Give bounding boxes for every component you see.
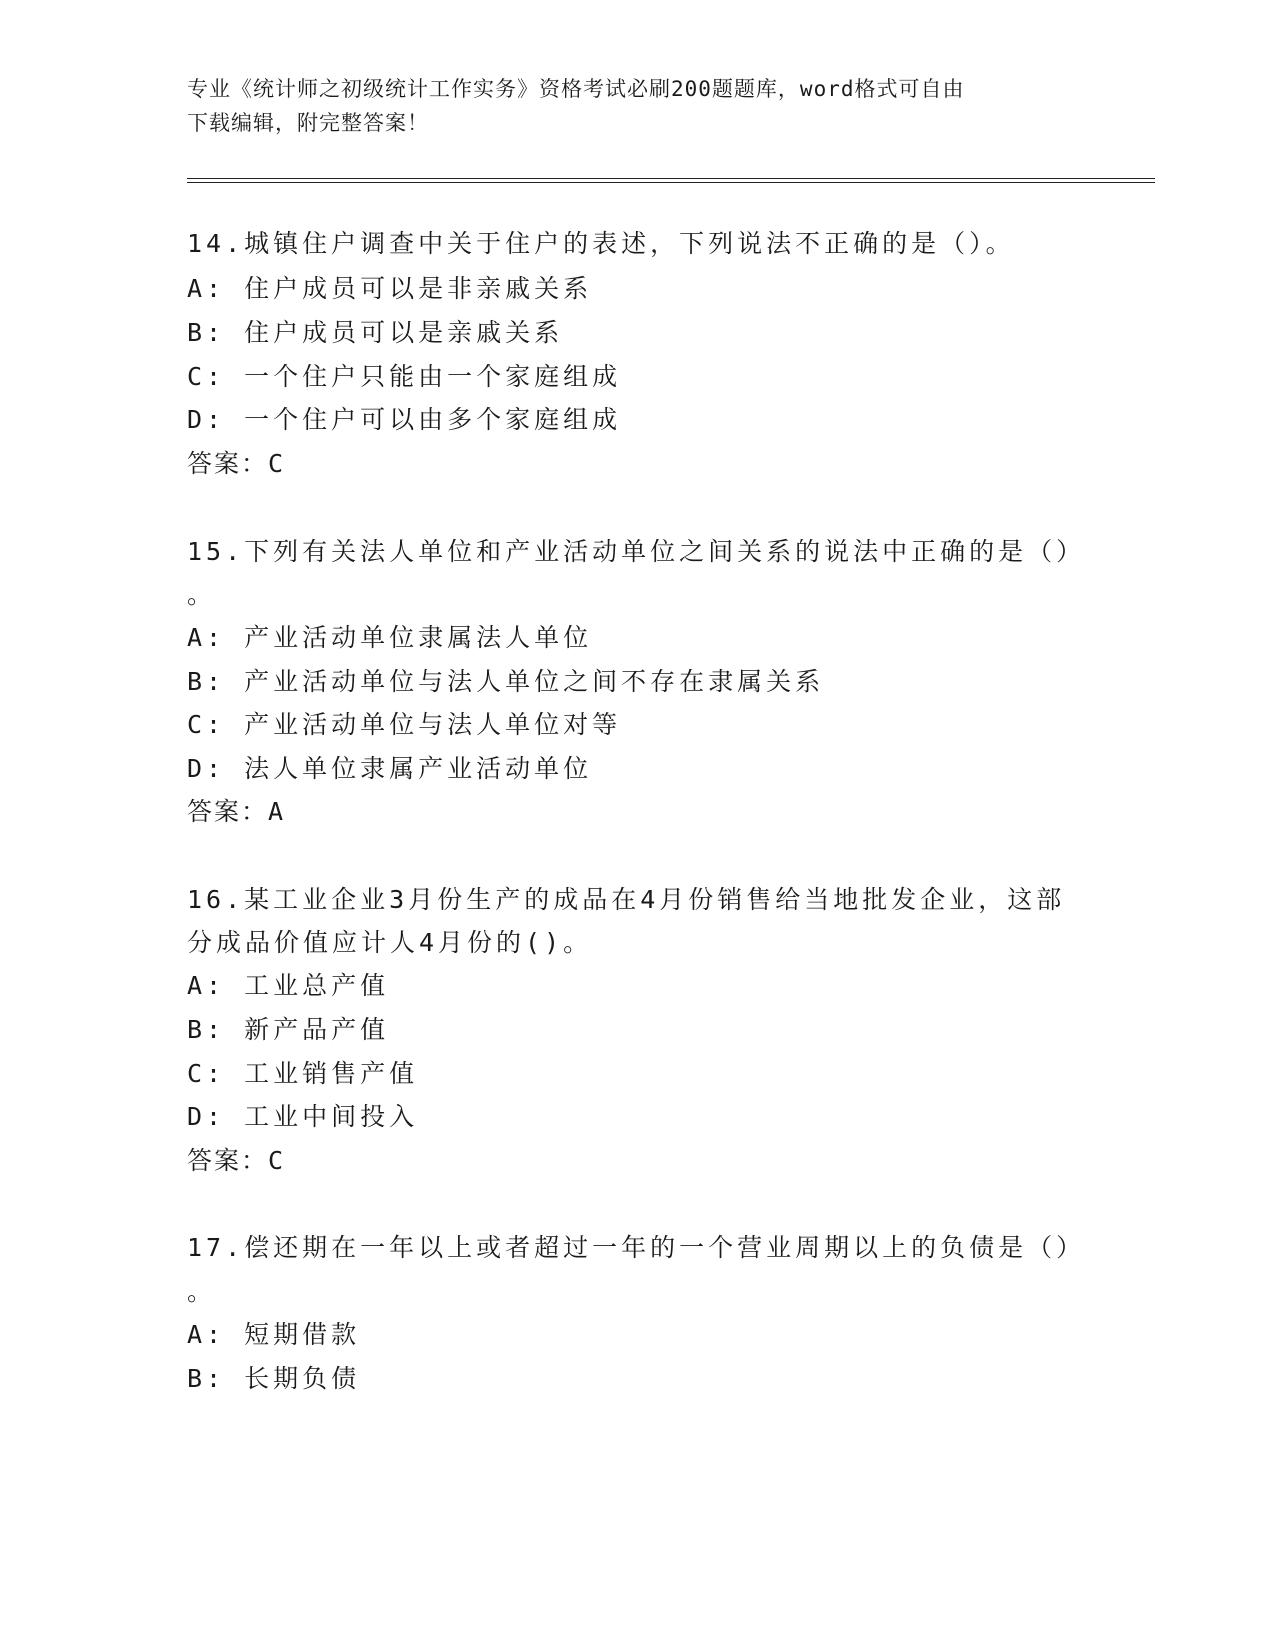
question-16-option-b: B: 新产品产值 — [187, 1015, 390, 1044]
header-line-2: 下载编辑，附完整答案！ — [187, 111, 429, 135]
question-17-option-a: A: 短期借款 — [187, 1320, 361, 1349]
question-16-option-d: D: 工业中间投入 — [187, 1102, 419, 1131]
question-16-stem-line-1: 16.某工业企业3月份生产的成品在4月份销售给当地批发企业，这部 — [187, 885, 1066, 914]
question-16-option-a: A: 工业总产值 — [187, 971, 390, 1000]
question-14-answer: 答案：C — [187, 449, 286, 478]
question-16-option-c: C: 工业销售产值 — [187, 1059, 419, 1088]
question-14-option-a: A: 住户成员可以是非亲戚关系 — [187, 274, 593, 303]
question-15-option-d: D: 法人单位隶属产业活动单位 — [187, 754, 593, 783]
header-line-1: 专业《统计师之初级统计工作实务》资格考试必刷200题题库，word格式可自由 — [187, 77, 965, 101]
question-17-stem-line-2: 。 — [187, 1277, 217, 1306]
question-17-stem-line-1: 17.偿还期在一年以上或者超过一年的一个营业周期以上的负债是（） — [187, 1233, 1086, 1262]
document-header — [187, 72, 1087, 140]
question-14-stem: 14.城镇住户调查中关于住户的表述，下列说法不正确的是（）。 — [187, 229, 1015, 258]
question-14-option-c: C: 一个住户只能由一个家庭组成 — [187, 362, 622, 391]
question-16-stem-line-2: 分成品价值应计人4月份的()。 — [187, 928, 593, 957]
question-16-answer: 答案：C — [187, 1146, 286, 1175]
question-15-option-b: B: 产业活动单位与法人单位之间不存在隶属关系 — [187, 667, 825, 696]
question-15-option-a: A: 产业活动单位隶属法人单位 — [187, 623, 593, 652]
question-15-answer: 答案：A — [187, 797, 286, 826]
question-14-option-d: D: 一个住户可以由多个家庭组成 — [187, 405, 622, 434]
question-15-stem-line-2: 。 — [187, 580, 217, 609]
question-17-option-b: B: 长期负债 — [187, 1364, 361, 1393]
question-14-option-b: B: 住户成员可以是亲戚关系 — [187, 318, 564, 347]
question-15-option-c: C: 产业活动单位与法人单位对等 — [187, 710, 622, 739]
header-divider — [187, 178, 1155, 183]
question-15-stem-line-1: 15.下列有关法人单位和产业活动单位之间关系的说法中正确的是（） — [187, 537, 1086, 566]
